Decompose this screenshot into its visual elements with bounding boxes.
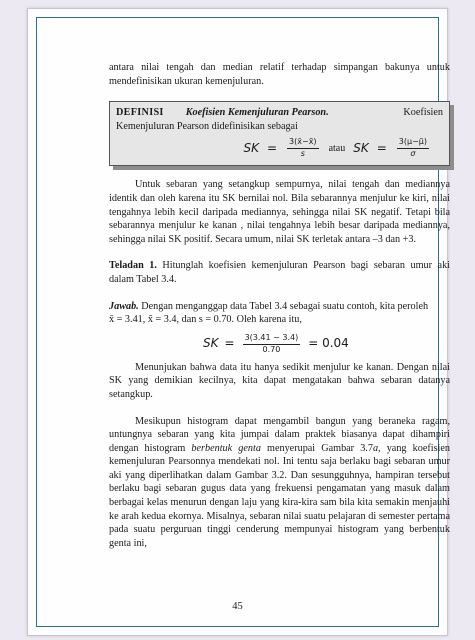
formula-2-numerator: 3(μ−μ̃) — [397, 137, 429, 149]
formula-1-equals: = — [266, 140, 278, 155]
formula-or-word: atau — [328, 142, 346, 154]
definition-header — [116, 106, 443, 120]
answer-text: Dengan menganggap data Tabel 3.4 sebagai suatu contoh, kita peroleh — [138, 300, 429, 312]
answer-paragraph — [109, 300, 450, 314]
definition-box — [109, 101, 450, 166]
example-formula — [109, 333, 450, 355]
document-page — [27, 8, 448, 636]
intro-paragraph: antara nilai tengah dan median relatif terhadap simpangan bakunya untuk mendefinisikan ukuran kemenjuluran. — [109, 62, 450, 87]
symmetric-paragraph: Untuk sebaran yang setangkup sempurnya, nilai tengah dan mediannya identik dan oleh karena itu SK bernilai nol. Bila sebarannya menjulur ke kiri, nilai tengahnya lebih kecil daripada mediannya, sehingga nilai SK negatif. Tetapi bila sebarannya menjulur ke kanan , nilai tengahnya lebih besar daripada mediannya, sehingga nilai SK positif. Secara umum, nilai SK terletak antara –3 dan +3. — [109, 179, 450, 245]
definition-label: DEFINISI — [116, 107, 164, 119]
example-formula-fraction — [243, 333, 301, 355]
formula-1-denominator: s — [300, 149, 305, 159]
page-content — [109, 61, 450, 550]
conclusion-paragraph: Menunjukan bahwa data itu hanya sedikit menjulur ke kanan. Dengan nilai SK yang demikian kecilnya, kita dapat mengatakan bahwa sebaran datanya setangkup. — [109, 361, 450, 400]
answer-label: Jawab. — [109, 300, 139, 312]
example-formula-denominator: 0.70 — [262, 344, 281, 354]
formula-1-numerator: 3(x̄−x̃) — [287, 137, 319, 149]
example-label: Teladan 1. — [109, 260, 157, 272]
example-formula-result: = 0.04 — [308, 335, 349, 350]
example-paragraph — [109, 259, 450, 286]
formula-2-equals: = — [376, 140, 387, 155]
formula-2-fraction — [397, 137, 429, 159]
histogram-paragraph: Mesikupun histogram dapat mengambil bangun yang beraneka ragam, untungnya sebaran yang kita jumpai dalam praktek biasanya dapat dihampiri dengan histogram berbentuk genta menyerupai Gambar 3.7a, yang koefisien kemenjuluran Pearsonnya mendekati nol. Ini tentu saja berlaku bagi sebaran umur aki yang diperlihatkan dalam Gambar 3.2. Dan sesungguhnya, hampiran tersebut berlaku bagi sebaran gugus data yang frekuensi pengamatan yang masuk dalam berbagai kelas menurun dengan laju yang kira-kira sam bila kita semakin menjauhi ke arah kedua ekornya. Misalnya, sebaran nilai suatu pelajaran di semester pertama pada suatu perguruan tinggi cenderung mempunyai histogram yang berbentuk genta ini, — [109, 415, 450, 549]
definition-body: Kemenjuluran Pearson didefinisikan sebagai — [116, 120, 298, 132]
formula-1-fraction — [287, 137, 319, 159]
answer-values: x̄ = 3.41, x̃ = 3.4, dan s = 0.70. Oleh karena itu, — [109, 314, 302, 326]
example-formula-lhs: SK — [203, 335, 219, 350]
page-number: 45 — [232, 601, 243, 612]
formula-2-lhs: SK — [353, 140, 369, 155]
definition-title: Koefisien Kemenjuluran Pearson. — [185, 107, 329, 119]
example-formula-numerator: 3(3.41 − 3.4) — [243, 333, 301, 345]
definition-word: Koefisien — [403, 107, 443, 119]
formula-2-denominator: σ — [410, 149, 416, 159]
bell-shape-term: berbentuk genta — [191, 442, 261, 454]
formula-1-lhs: SK — [243, 140, 259, 155]
example-text: Hitunglah koefisien kemenjuluran Pearson bagi sebaran umur aki dalam Tabel 3.4. — [109, 260, 450, 285]
definition-formulas — [116, 137, 443, 159]
example-formula-equals: = — [224, 335, 235, 350]
